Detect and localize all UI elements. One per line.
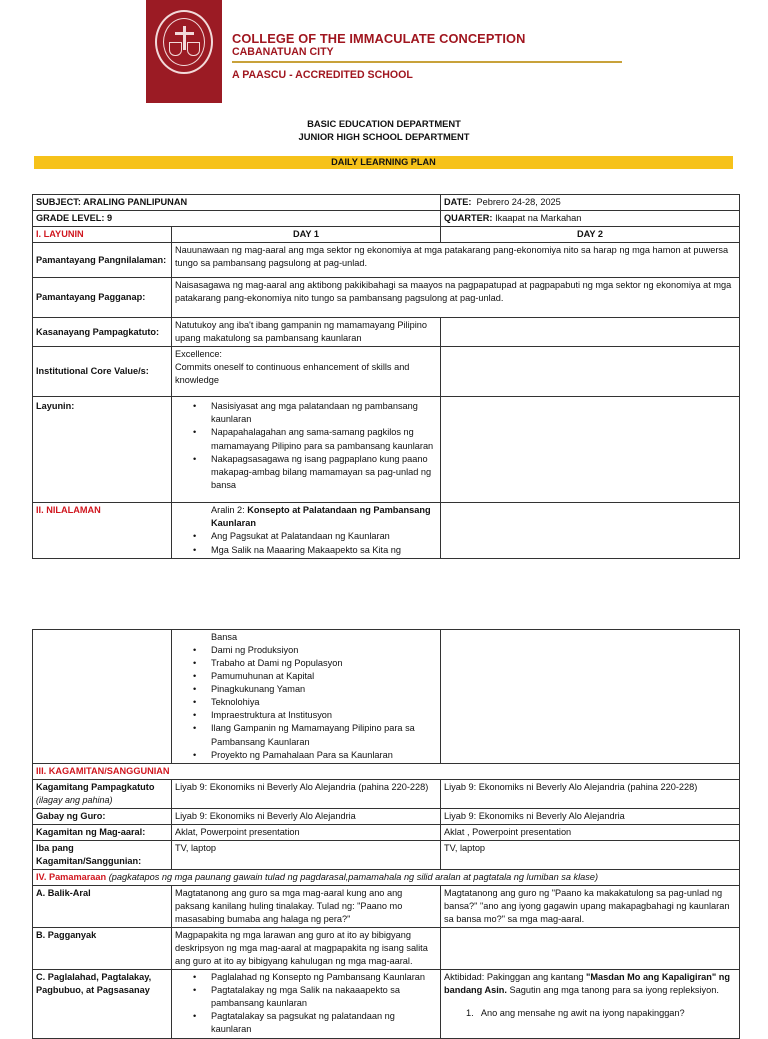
row-text: Aklat , Powerpoint presentation — [441, 824, 740, 840]
list-item: • Impraestruktura at Institusyon — [193, 709, 437, 722]
quarter-cell: QUARTER: Ikaapat na Markahan — [441, 211, 740, 227]
section4-title-cell: IV. Pamamaraan (pagkatapos ng mga paunang gawain tulad ng pagdarasal,pamamahala ng silid aralan at pagtatala ng lumiban sa klase) — [33, 869, 740, 885]
table-row — [33, 278, 740, 318]
row-text: TV, laptop — [441, 840, 740, 869]
list-item: • Ilang Gampanin ng Mamamayang Pilipino para sa Pambansang Kaunlaran — [193, 722, 437, 748]
row-text: Liyab 9: Ekonomiks ni Beverly Alo Alejandria (pahina 220-228) — [441, 779, 740, 808]
grade-cell: GRADE LEVEL: 9 — [33, 211, 441, 227]
school-city: CABANATUAN CITY — [232, 46, 334, 58]
school-accreditation: A PAASCU - ACCREDITED SCHOOL — [232, 69, 413, 81]
list-item: • Proyekto ng Pamahalaan Para sa Kaunlaran — [193, 749, 437, 762]
row-text: Magtatanong ang guro ng "Paano ka makakatulong sa pag-unlad ng bansa?" "ano ang iyong gagawin upang makapagbahagi ng kaunlaran sa bansa mo?" sa mga mag-aaral. — [441, 885, 740, 927]
date-cell: DATE: Pebrero 24-28, 2025 — [441, 195, 740, 211]
nilalaman-continued-cell: Bansa • Dami ng Produksiyon • Trabaho at Dami ng Populasyon • Pamumuhunan at Kapital • Pinagkukunang Yaman • Teknolohiya • Impraestruktura at Institusyon • Ilang Gampanin ng Mamamayang Pilipino para sa Pambansang Kaunlaran • Proyekto ng Pamahalaan Para sa Kaunlaran — [172, 630, 441, 764]
plan-table-page1 — [32, 194, 740, 559]
row-label: Pamantayang Pangnilalaman: — [33, 243, 172, 278]
list-item: • Mga Salik na Maaaring Makaapekto sa Kita ng — [193, 544, 437, 557]
list-item: 1. Ano ang mensahe ng awit na iyong napakinggan? — [466, 1008, 685, 1019]
list-item: • Pagtatalakay ng mga Salik na nakaaapekto sa pambansang kaunlaran — [193, 984, 437, 1010]
table-row — [33, 763, 740, 779]
list-item: • Nasisiyasat ang mga palatandaan ng pambansang kaunlaran — [193, 400, 437, 426]
row-label: Pamantayang Pagganap: — [33, 278, 172, 318]
school-seal-icon — [155, 10, 213, 74]
row-label: B. Pagganyak — [33, 928, 172, 970]
empty-cell — [33, 630, 172, 764]
empty-cell — [441, 397, 740, 503]
row-label: Gabay ng Guro: — [33, 808, 172, 824]
row-label: Kasanayang Pampagkatuto: — [33, 318, 172, 347]
paglalahad-day2-cell: Aktibidad: Pakinggan ang kantang "Masdan Mo ang Kapaligiran" ng bandang Asin. Sagutin ang mga tanong para sa iyong repleksiyon. 1. Ano ang mensahe ng awit na iyong napakinggan? — [441, 970, 740, 1038]
row-text: Nauunawaan ng mag-aaral ang mga sektor ng ekonomiya at mga patakarang pang-ekonomiya nito sa harap ng mga hamon at puwersa tungo sa pambansang pagsulong at pag-unlad. — [172, 243, 740, 278]
table-row — [33, 397, 740, 503]
section1-title: I. LAYUNIN — [33, 227, 172, 243]
row-text: Magtatanong ang guro sa mga mag-aaral kung ano ang paksang kanilang huling tinalakay. Tulad ng: "Paano mo masasabing bumaba ang halaga ng pera?" — [172, 885, 441, 927]
day1-header: DAY 1 — [172, 227, 441, 243]
subject-cell: SUBJECT: ARALING PANLIPUNAN — [33, 195, 441, 211]
dept-basic: BASIC EDUCATION DEPARTMENT — [307, 118, 461, 129]
table-row — [33, 869, 740, 885]
row-label: Institutional Core Value/s: — [33, 347, 172, 397]
row-label: Iba pang Kagamitan/Sanggunian: — [33, 840, 172, 869]
row-text: Liyab 9: Ekonomiks ni Beverly Alo Alejandria (pahina 220-228) — [172, 779, 441, 808]
table-row — [33, 824, 740, 840]
section3-title: III. KAGAMITAN/SANGGUNIAN — [33, 763, 740, 779]
school-name: COLLEGE OF THE IMMACULATE CONCEPTION — [232, 31, 526, 46]
row-label: C. Paglalahad, Pagtalakay, Pagbubuo, at Pagsasanay — [33, 970, 172, 1038]
layunin-cell — [172, 397, 441, 503]
core-value-cell: Excellence: Commits oneself to continuous enhancement of skills and knowledge — [172, 347, 441, 397]
row-text: Aklat, Powerpoint presentation — [172, 824, 441, 840]
header-divider — [232, 61, 622, 63]
list-item: • Pamumuhunan at Kapital — [193, 670, 437, 683]
row-text: Magpapakita ng mga larawan ang guro at ito ay bibigyang deskripsyon ng mga mag-aaral at magpapakita ng isang salita ang guro at ito ay bibigyang kahulugan ng mga mag-aaral. — [172, 928, 441, 970]
empty-cell — [441, 318, 740, 347]
list-item: • Nakapagsasagawa ng isang pagpaplano kung paano makapag-ambag bilang mamamayan sa pag-unlad ng bansa — [193, 453, 437, 492]
list-item: • Teknolohiya — [193, 696, 437, 709]
table-row — [33, 347, 740, 397]
paglalahad-day1-cell — [172, 970, 441, 1038]
list-item: • Napapahalagahan ang sama-samang pagkilos ng mamamayang Pilipino para sa pambansang kaunlaran — [193, 426, 437, 452]
row-text: TV, laptop — [172, 840, 441, 869]
table-row — [33, 885, 740, 927]
row-text: Liyab 9: Ekonomiks ni Beverly Alo Alejandria — [172, 808, 441, 824]
table-row — [33, 840, 740, 869]
row-text: Natutukoy ang iba't ibang gampanin ng mamamayang Pilipino upang makatulong sa pambansang kaunlaran — [172, 318, 441, 347]
row-text: Liyab 9: Ekonomiks ni Beverly Alo Alejandria — [441, 808, 740, 824]
row-label: A. Balik-Aral — [33, 885, 172, 927]
list-item: • Trabaho at Dami ng Populasyon — [193, 657, 437, 670]
table-row — [33, 779, 740, 808]
table-row — [33, 630, 740, 764]
plan-table-page2 — [32, 629, 740, 1039]
table-row — [33, 808, 740, 824]
list-item: • Dami ng Produksiyon — [193, 644, 437, 657]
list-item: • Pagtatalakay sa pagsukat ng palatandaan ng kaunlaran — [193, 1010, 437, 1036]
empty-cell — [441, 503, 740, 558]
row-text: Naisasagawa ng mag-aaral ang aktibong pakikibahagi sa maayos na pagpapatupad at pagpapabuti ng mga sektor ng ekonomiya at mga patakarang pang-ekonomiya nito tungo sa pambansang pagsulong at pag-unlad. — [172, 278, 740, 318]
empty-cell — [441, 928, 740, 970]
table-row — [33, 227, 740, 243]
row-label: Kagamitan ng Mag-aaral: — [33, 824, 172, 840]
row-label: Kagamitang Pampagkatuto (ilagay ang pahina) — [33, 779, 172, 808]
list-item: • Paglalahad ng Konsepto ng Pambansang Kaunlaran — [193, 971, 437, 984]
table-row — [33, 503, 740, 558]
list-item: • Pinagkukunang Yaman — [193, 683, 437, 696]
table-row — [33, 318, 740, 347]
list-item: • Ang Pagsukat at Palatandaan ng Kaunlaran — [193, 530, 437, 543]
nilalaman-cell: Aralin 2: Konsepto at Palatandaan ng Pambansang Kaunlaran • Ang Pagsukat at Palatandaan ng Kaunlaran • Mga Salik na Maaaring Makaapekto sa Kita ng — [172, 503, 441, 558]
day2-header: DAY 2 — [441, 227, 740, 243]
table-row — [33, 970, 740, 1038]
school-logo — [146, 0, 222, 103]
dept-jhs: JUNIOR HIGH SCHOOL DEPARTMENT — [298, 131, 470, 142]
table-row — [33, 243, 740, 278]
empty-cell — [441, 347, 740, 397]
section2-title: II. NILALAMAN — [33, 503, 172, 558]
row-label: Layunin: — [33, 397, 172, 503]
table-row — [33, 928, 740, 970]
table-row — [33, 211, 740, 227]
plan-title-bar: DAILY LEARNING PLAN — [34, 156, 733, 169]
table-row — [33, 195, 740, 211]
empty-cell — [441, 630, 740, 764]
